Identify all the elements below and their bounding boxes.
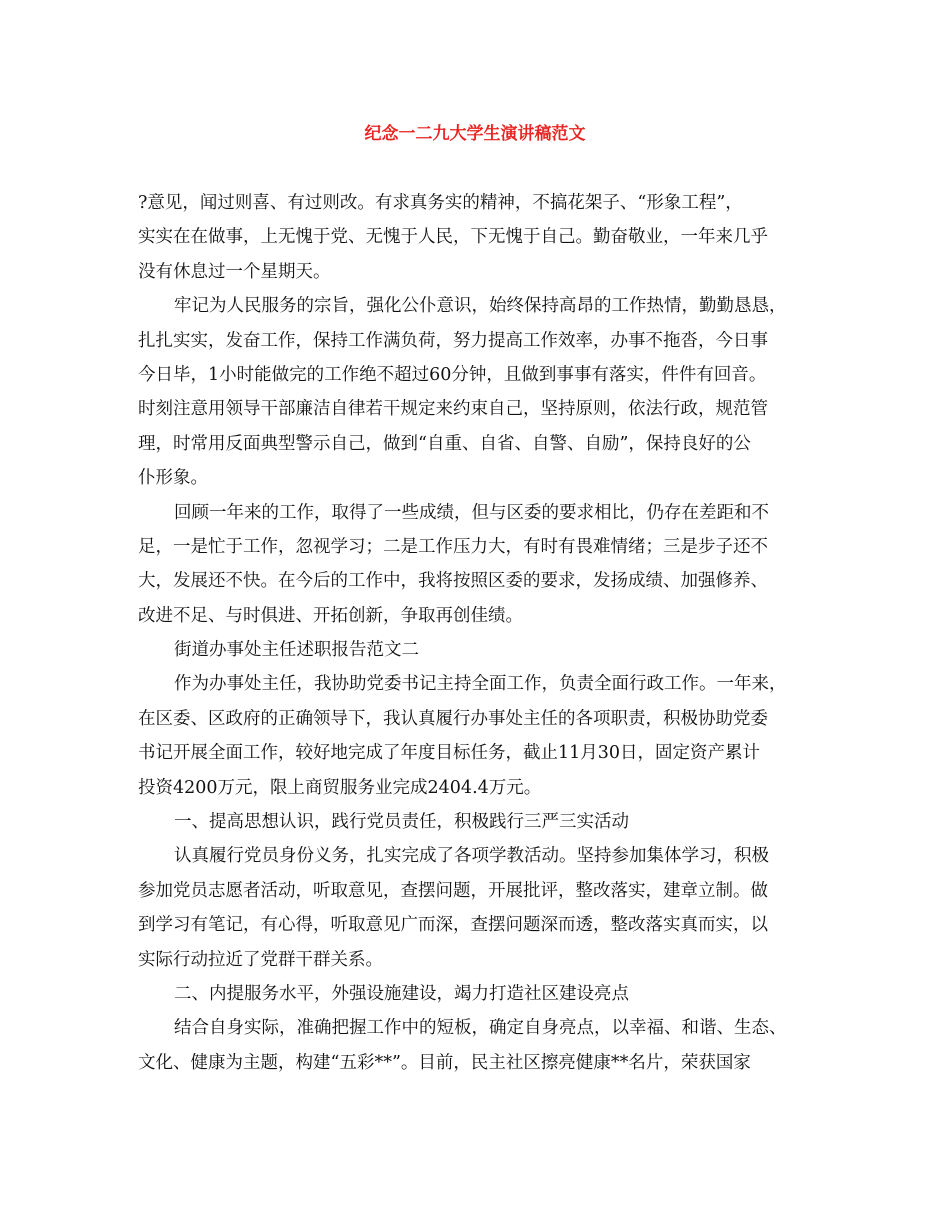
text-line: 大，发展还不快。在今后的工作中，我将按照区委的要求，发扬成绩、加强修养、 <box>138 571 768 592</box>
text-line: 结合自身实际，准确把握工作中的短板，确定自身亮点，以幸福、和谐、生态、 <box>174 1018 787 1039</box>
text-line: 没有休息过一个星期天。 <box>138 261 331 282</box>
text-line: 参加党员志愿者活动，听取意见，查摆问题，开展批评，整改落实，建章立制。做 <box>138 880 768 901</box>
text-line: 到学习有笔记，有心得，听取意见广而深，查摆问题深而透，整改落实真而实，以 <box>138 915 768 936</box>
text-line: 投资4200万元，限上商贸服务业完成2404.4万元。 <box>138 777 542 798</box>
text-line: 足，一是忙于工作，忽视学习；二是工作压力大，有时有畏难情绪；三是步子还不 <box>138 536 768 557</box>
document-title: 纪念一二九大学生演讲稿范文 <box>364 124 586 144</box>
text-line: 仆形象。 <box>138 468 208 489</box>
text-line: 改进不足、与时俱进、开拓创新，争取再创佳绩。 <box>138 605 523 626</box>
text-line: 作为办事处主任，我协助党委书记主持全面工作，负责全面行政工作。一年来， <box>174 674 787 695</box>
text-line: 扎扎实实，发奋工作，保持工作满负荷，努力提高工作效率，办事不拖沓，今日事 <box>138 330 768 351</box>
text-line: 认真履行党员身份义务，扎实完成了各项学教活动。坚持参加集体学习，积极 <box>174 846 769 867</box>
text-line: 书记开展全面工作，较好地完成了年度目标任务，截止11月30日，固定资产累计 <box>138 743 761 764</box>
text-line: 文化、健康为主题，构建“五彩**”。目前，民主社区擦亮健康**名片，荣获国家 <box>138 1052 751 1073</box>
text-line: 在区委、区政府的正确领导下，我认真履行办事处主任的各项职责，积极协助党委 <box>138 708 768 729</box>
text-line: 实际行动拉近了党群干群关系。 <box>138 949 383 970</box>
text-line: 牢记为人民服务的宗旨，强化公仆意识，始终保持高昂的工作热情，勤勤恳恳， <box>174 296 787 317</box>
text-line: 实实在在做事，上无愧于党、无愧于人民，下无愧于自己。勤奋敬业，一年来几乎 <box>138 227 768 248</box>
text-line: 一、提高思想认识，践行党员责任，积极践行三严三实活动 <box>174 812 629 833</box>
text-line: 街道办事处主任述职报告范文二 <box>174 640 419 661</box>
text-line: 二、内提服务水平，外强设施建设，竭力打造社区建设亮点 <box>174 983 629 1004</box>
document-body <box>138 186 816 1080</box>
text-line: 今日毕，1小时能做完的工作绝不超过60分钟，且做到事事有落实，件件有回音。 <box>138 364 767 385</box>
text-line: 时刻注意用领导干部廉洁自律若干规定来约束自己，坚持原则，依法行政，规范管 <box>138 399 768 420</box>
text-line: 回顾一年来的工作，取得了一些成绩，但与区委的要求相比，仍存在差距和不 <box>174 502 769 523</box>
text-line: ?意见，闻过则喜、有过则改。有求真务实的精神，不搞花架子、“形象工程”， <box>138 193 743 213</box>
text-line: 理，时常用反面典型警示自己，做到“自重、自省、自警、自励”，保持良好的公 <box>138 433 751 454</box>
